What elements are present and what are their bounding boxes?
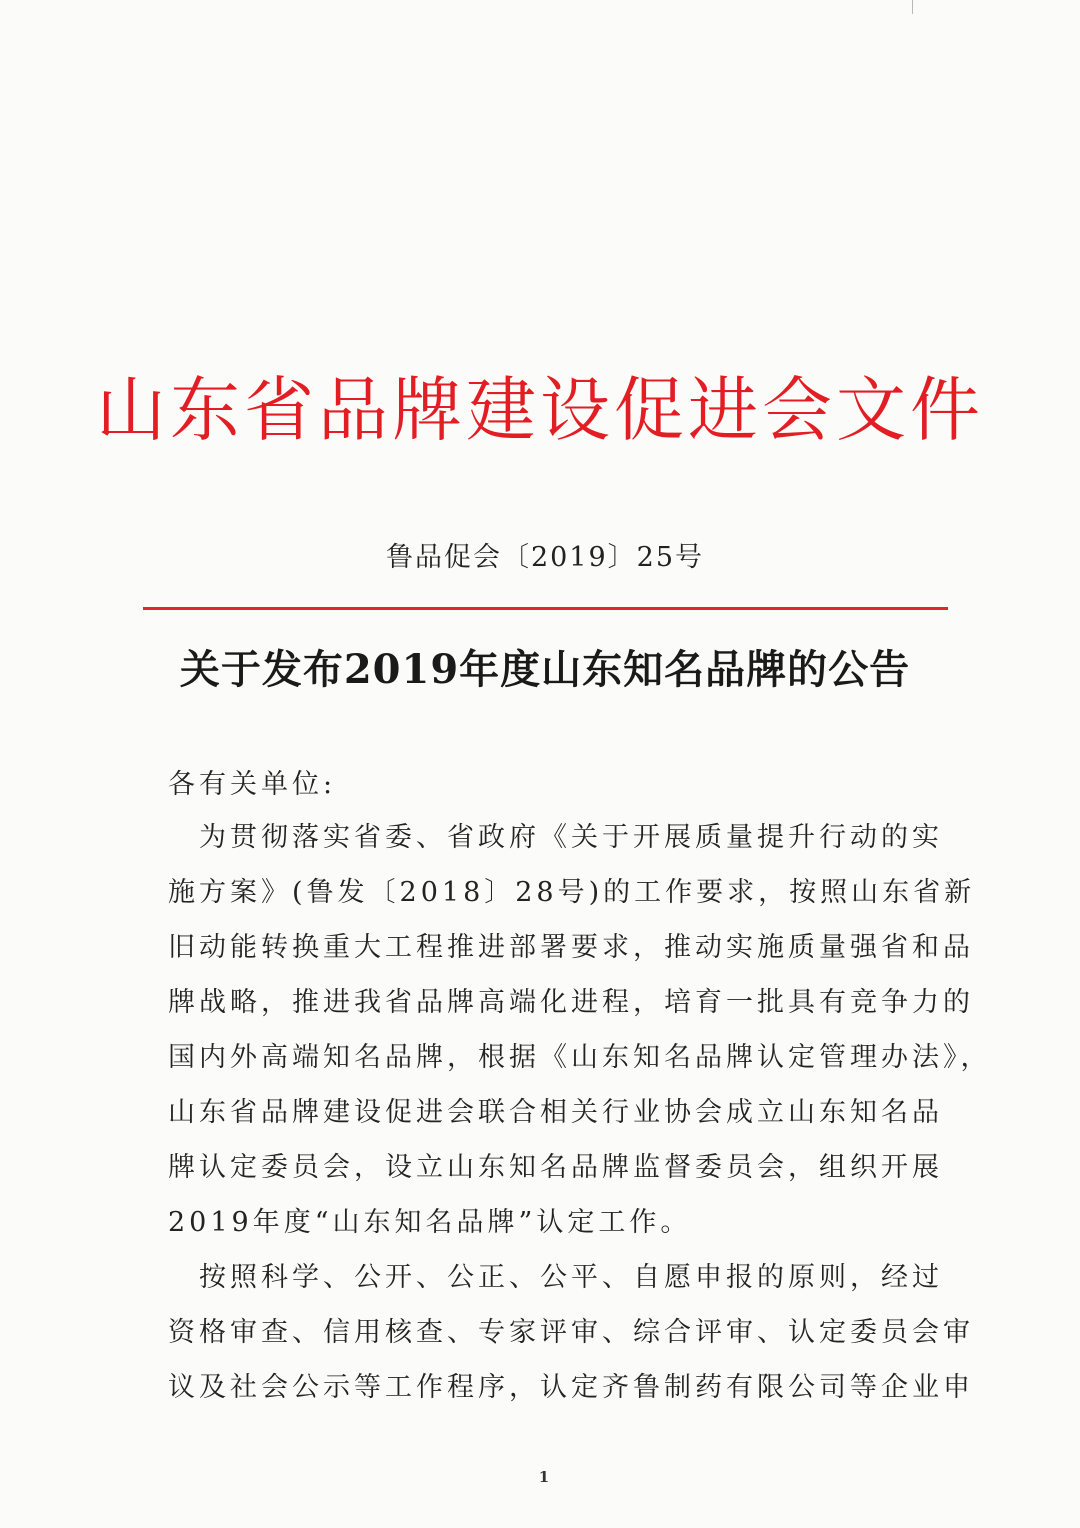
body-paragraphs xyxy=(168,810,992,1430)
body-line-11: 议及社会公示等工作程序，认定齐鲁制药有限公司等企业申 xyxy=(168,1372,974,1403)
body-line-5: 国内外高端知名品牌，根据《山东知名品牌认定管理办法》， xyxy=(168,1042,992,1073)
body-line-6: 山东省品牌建设促进会联合相关行业协会成立山东知名品 xyxy=(168,1097,943,1128)
page-number: 1 xyxy=(538,1468,550,1486)
body-line-8: 2019年度“山东知名品牌”认定工作。 xyxy=(168,1207,692,1238)
body-line-2: 施方案》(鲁发〔2018〕28号)的工作要求，按照山东省新 xyxy=(168,877,976,908)
body-line-7: 牌认定委员会，设立山东知名品牌监督委员会，组织开展 xyxy=(168,1152,943,1183)
notice-title: 关于发布2019年度山东知名品牌的公告 xyxy=(179,646,911,693)
scan-edge-mark xyxy=(912,0,913,14)
body-line-3: 旧动能转换重大工程推进部署要求，推动实施质量强省和品 xyxy=(168,932,974,963)
body-line-10: 资格审查、信用核查、专家评审、综合评审、认定委员会审 xyxy=(168,1317,974,1348)
red-separator-line xyxy=(143,607,948,610)
issuer-header-title: 山东省品牌建设促进会文件 xyxy=(96,369,984,451)
body-line-4: 牌战略，推进我省品牌高端化进程，培育一批具有竞争力的 xyxy=(168,987,974,1018)
body-line-1: 为贯彻落实省委、省政府《关于开展质量提升行动的实 xyxy=(168,822,943,853)
salutation: 各有关单位: xyxy=(168,769,337,800)
document-number: 鲁品促会〔2019〕25号 xyxy=(385,542,705,573)
body-line-9: 按照科学、公开、公正、公平、自愿申报的原则，经过 xyxy=(168,1262,943,1293)
